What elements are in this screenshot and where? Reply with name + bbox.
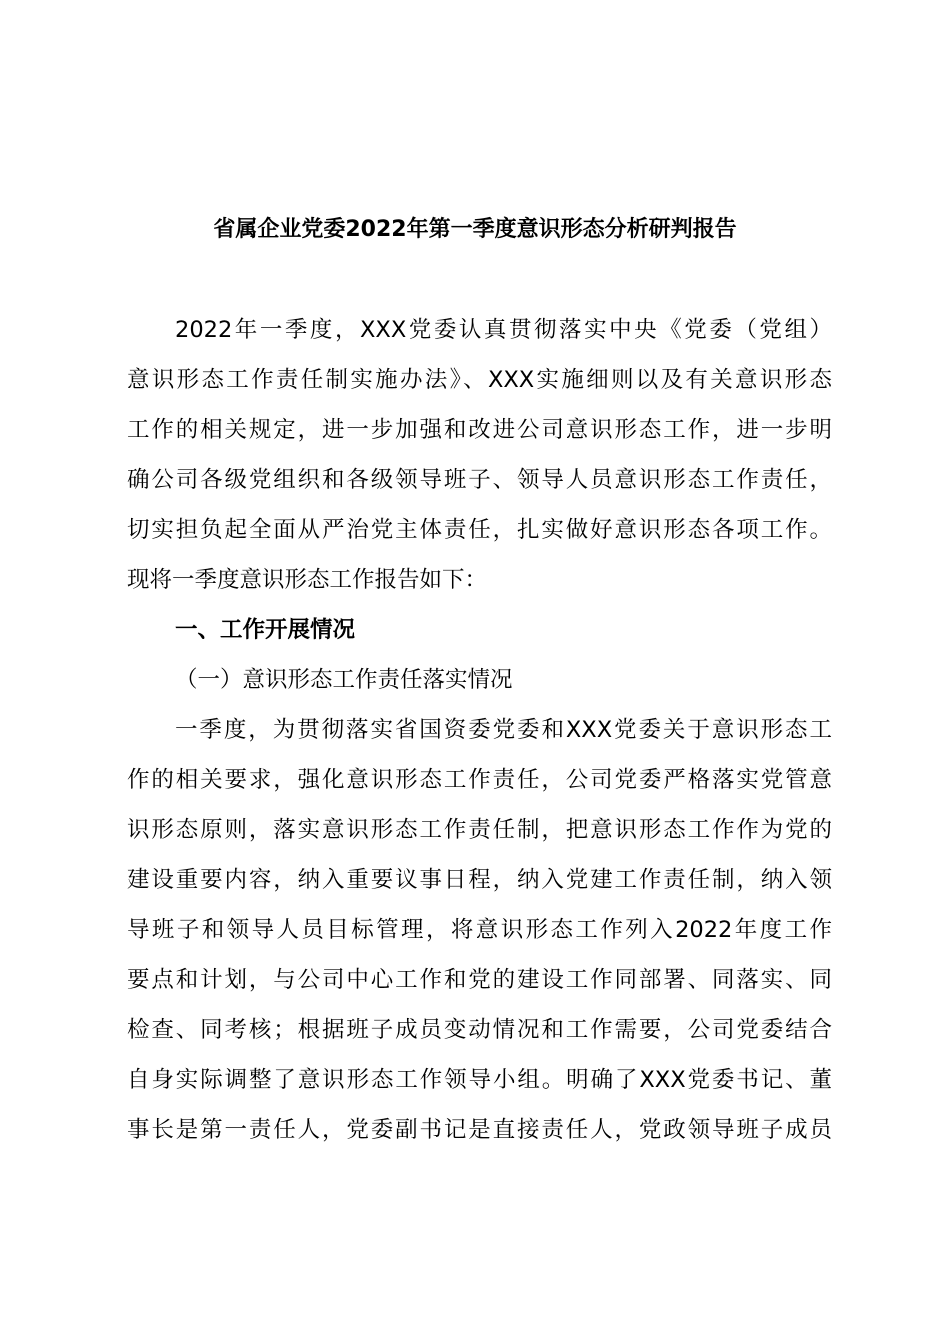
text-line: 识形态原则，落实意识形态工作责任制，把意识形态工作作为党的 (127, 817, 832, 843)
text-line: 要点和计划，与公司中心工作和党的建设工作同部署、同落实、同 (127, 967, 832, 993)
text-line: 检查、同考核；根据班子成员变动情况和工作需要，公司党委结合 (127, 1017, 832, 1043)
paragraph-intro (127, 305, 832, 1155)
document-title: 省属企业党委2022年第一季度意识形态分析研判报告 (213, 217, 737, 242)
text-line: 一季度，为贯彻落实省国资委党委和XXX党委关于意识形态工 (175, 717, 832, 743)
text-line: 事长是第一责任人，党委副书记是直接责任人，党政领导班子成员 (127, 1117, 832, 1143)
text-line: 2022年一季度，XXX党委认真贯彻落实中央《党委（党组） (175, 317, 832, 343)
text-line: 意识形态工作责任制实施办法》、XXX实施细则以及有关意识形态 (127, 367, 832, 393)
text-line: 现将一季度意识形态工作报告如下： (127, 567, 488, 593)
text-line: 作的相关要求，强化意识形态工作责任，公司党委严格落实党管意 (127, 767, 832, 793)
text-line: 工作的相关规定，进一步加强和改进公司意识形态工作，进一步明 (127, 417, 832, 443)
subsection-heading: （一）意识形态工作责任落实情况 (175, 667, 513, 693)
text-line: 切实担负起全面从严治党主体责任，扎实做好意识形态各项工作。 (127, 517, 832, 543)
section-heading: 一、工作开展情况 (175, 617, 356, 643)
text-line: 建设重要内容，纳入重要议事日程，纳入党建工作责任制，纳入领 (127, 867, 832, 893)
text-line: 导班子和领导人员目标管理，将意识形态工作列入2022年度工作 (127, 917, 832, 943)
text-line: 自身实际调整了意识形态工作领导小组。明确了XXX党委书记、董 (127, 1067, 832, 1093)
text-line: 确公司各级党组织和各级领导班子、领导人员意识形态工作责任， (127, 467, 832, 493)
